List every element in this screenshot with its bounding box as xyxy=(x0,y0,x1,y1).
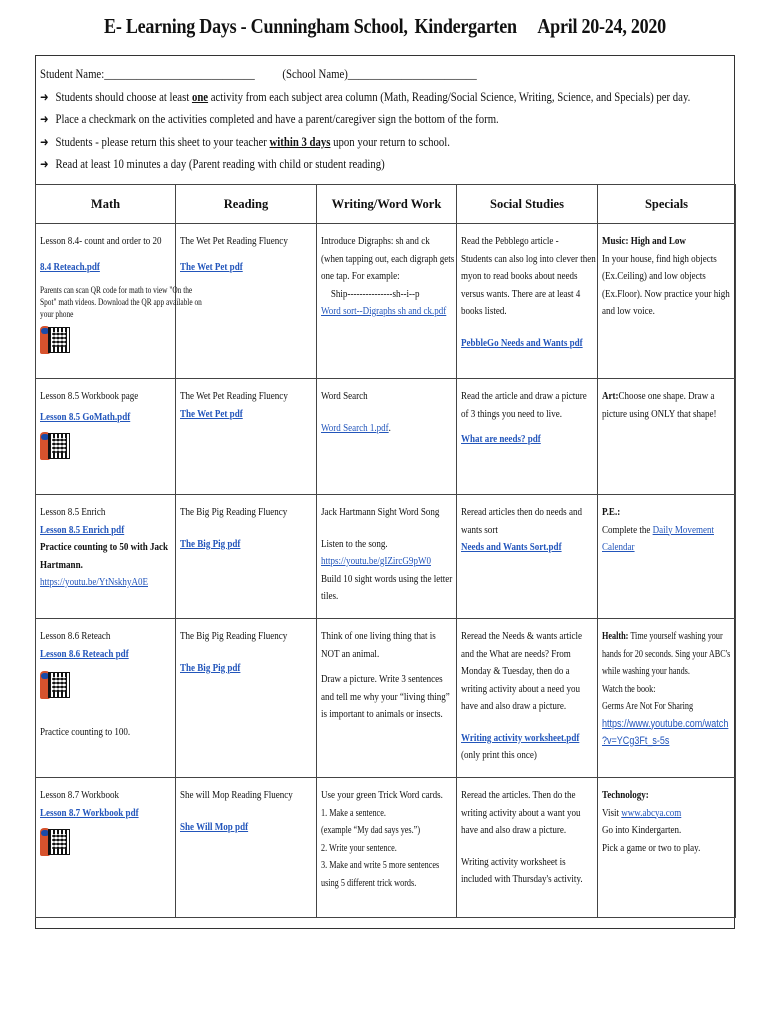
math-cell xyxy=(36,778,176,918)
qr-code-icon[interactable] xyxy=(40,669,68,699)
instruction-bullet xyxy=(40,86,728,109)
specials-heading: Health: xyxy=(602,631,629,642)
cell-text: included with Thursday's activity. xyxy=(461,873,583,885)
cell-text: Monday & Tuesday, then do a xyxy=(461,665,570,677)
cell-text: using 5 different trick words. xyxy=(321,877,417,889)
instruction-emphasis: one xyxy=(191,89,209,104)
cell-text: Reread the articles. Then do the xyxy=(461,789,576,801)
table-row xyxy=(36,379,736,495)
cell-text: Visit xyxy=(602,806,622,819)
cell-text: 3. Make and write 5 more sentences xyxy=(321,860,440,871)
cell-text: The Wet Pet Reading Fluency xyxy=(180,390,288,402)
arrow-icon: ➜ xyxy=(40,157,49,171)
student-name-field[interactable]: Student Name:____________________________ xyxy=(40,67,255,81)
math-cell xyxy=(36,379,176,495)
writing-cell xyxy=(317,619,457,778)
cell-text: 1. Make a sentence. xyxy=(321,807,386,819)
column-header-social-studies: Social Studies xyxy=(457,185,598,224)
social-studies-link[interactable]: Needs and Wants Sort.pdf xyxy=(461,541,562,553)
cell-text: Practice counting to 50 with Jack xyxy=(40,541,169,553)
writing-cell xyxy=(317,495,457,619)
reading-cell xyxy=(176,778,317,918)
cell-text: writing activity about a need you xyxy=(461,682,580,695)
cell-text: Reread the Needs & wants article xyxy=(461,630,582,642)
cell-text: Read the article and draw a picture xyxy=(461,390,587,402)
specials-cell xyxy=(598,379,736,495)
cell-text: Students can also log into clever then xyxy=(461,252,596,265)
writing-video-link[interactable]: https://youtu.be/gIZircG9pW0 xyxy=(321,555,431,567)
writing-cell xyxy=(317,379,457,495)
cell-text: picture using ONLY that shape! xyxy=(602,407,717,420)
math-cell xyxy=(36,619,176,778)
youtube-link-continued[interactable]: ?v=YCg3Ft_s-5s xyxy=(602,735,670,747)
social-studies-cell xyxy=(457,778,598,918)
cell-text: and low voice. xyxy=(602,305,655,317)
cell-text: Jack Hartmann Sight Word Song xyxy=(321,506,440,518)
cell-text: Complete the xyxy=(602,523,653,536)
cell-text: Pick a game or two to play. xyxy=(602,841,701,854)
reading-cell xyxy=(176,619,317,778)
reading-cell xyxy=(176,379,317,495)
cell-text: Go into Kindergarten. xyxy=(602,824,682,836)
cell-text: one tap. For example: xyxy=(321,270,400,282)
arrow-icon: ➜ xyxy=(40,89,49,104)
cell-text: Think of one living thing that is xyxy=(321,630,436,642)
writing-cell xyxy=(317,778,457,918)
specials-cell xyxy=(598,778,736,918)
column-header-reading: Reading xyxy=(176,185,317,224)
cell-text: Word Search xyxy=(321,390,368,402)
instructions xyxy=(40,63,730,176)
cell-text: Read the Pebblego article - xyxy=(461,235,559,247)
cell-text: books listed. xyxy=(461,305,507,317)
school-name-field[interactable]: (School Name)________________________ xyxy=(282,67,477,81)
reading-link[interactable]: The Wet Pet pdf xyxy=(180,407,243,420)
cell-text: Writing activity worksheet is xyxy=(461,855,566,868)
specials-cell xyxy=(598,619,736,778)
youtube-link[interactable]: https://www.youtube.com/watch xyxy=(602,717,729,730)
reading-link[interactable]: The Wet Pet pdf xyxy=(180,260,243,273)
math-link[interactable]: Lesson 8.5 GoMath.pdf xyxy=(40,410,131,423)
title-school: E- Learning Days - Cunningham School, xyxy=(104,14,408,38)
cell-text: Lesson 8.6 Reteach xyxy=(40,630,111,642)
writing-cell xyxy=(317,224,457,379)
cell-text: Ship---------------sh--i--p xyxy=(330,287,420,300)
column-header-math: Math xyxy=(36,185,176,224)
cell-text: Choose one shape. Draw a xyxy=(618,390,715,402)
instruction-text: Read at least 10 minutes a day (Parent reading with child or student reading) xyxy=(55,157,385,171)
math-link[interactable]: Lesson 8.5 Enrich pdf xyxy=(40,523,125,536)
specials-heading: Art: xyxy=(602,390,619,402)
cell-text: Listen to the song. xyxy=(321,537,388,550)
instruction-text: Students - please return this sheet to your teacher xyxy=(55,134,270,149)
cell-text: Reread articles then do needs and xyxy=(461,506,582,518)
cell-text: (example “My dad says yes.”) xyxy=(321,825,421,836)
social-studies-link[interactable]: Writing activity worksheet.pdf xyxy=(461,731,580,744)
instruction-text: upon your return to school. xyxy=(330,134,450,149)
cell-note: Parents can scan QR code for math to view "On the xyxy=(40,285,193,295)
daily-movement-link[interactable]: Daily Movement xyxy=(652,523,714,536)
cell-text: (Ex.Floor). Now practice your high xyxy=(602,287,730,300)
name-line xyxy=(40,63,728,86)
cell-text: Lesson 8.5 Workbook page xyxy=(40,390,139,402)
cell-text: hands for 20 seconds. Sing your ABC's xyxy=(602,648,731,660)
social-studies-cell xyxy=(457,495,598,619)
math-video-link[interactable]: https://youtu.be/YtNskhyA0E xyxy=(40,576,148,588)
cell-text: Lesson 8.7 Workbook xyxy=(40,789,120,801)
reading-link[interactable]: The Big Pig pdf xyxy=(180,537,241,550)
instruction-text: Students should choose at least xyxy=(55,89,192,104)
cell-text: Time yourself washing your xyxy=(628,631,723,642)
cell-text: (only print this once) xyxy=(461,749,537,761)
arrow-icon: ➜ xyxy=(40,134,49,149)
specials-cell xyxy=(598,495,736,619)
page-title xyxy=(54,14,716,39)
cell-text: The Wet Pet Reading Fluency xyxy=(180,235,288,247)
cell-text: and the What are needs? From xyxy=(461,647,571,660)
cell-text: while washing your hands. xyxy=(602,666,690,677)
math-link[interactable]: Lesson 8.7 Workbook pdf xyxy=(40,806,139,819)
math-cell xyxy=(36,495,176,619)
instruction-text: Place a checkmark on the activities completed and have a parent/caregiver sign the bottom of the form. xyxy=(55,112,499,126)
cell-text: Practice counting to 100. xyxy=(40,725,131,738)
specials-heading: Technology: xyxy=(602,789,649,801)
cell-text: tiles. xyxy=(321,590,339,602)
cell-text: Lesson 8.4- count and order to 20 xyxy=(40,235,162,247)
activity-table xyxy=(35,184,736,918)
cell-note: Spot" math videos. Download the QR app available on xyxy=(40,297,202,307)
cell-text: have and also draw a picture. xyxy=(461,700,567,712)
cell-text: Draw a picture. Write 3 sentences xyxy=(321,673,443,685)
cell-text: have and also draw a picture. xyxy=(461,824,567,836)
table-row xyxy=(36,619,736,778)
cell-text: NOT an animal. xyxy=(321,647,380,660)
abcya-link[interactable]: www.abcya.com xyxy=(621,806,682,819)
cell-text: Hartmann. xyxy=(40,558,83,571)
cell-text: writing activity about a want you xyxy=(461,806,581,819)
table-row xyxy=(36,778,736,918)
cell-text: wants sort xyxy=(461,523,498,536)
title-dates: April 20-24, 2020 xyxy=(537,14,666,38)
table-row xyxy=(36,224,736,379)
cell-text: and tell me why your “living thing” xyxy=(321,690,450,703)
writing-link[interactable]: Word sort--Digraphs sh and ck.pdf xyxy=(321,305,447,317)
cell-text: Lesson 8.5 Enrich xyxy=(40,506,106,518)
arrow-icon: ➜ xyxy=(40,112,49,126)
qr-code-icon[interactable] xyxy=(40,826,68,856)
math-link[interactable]: 8.4 Reteach.pdf xyxy=(40,260,100,273)
math-cell xyxy=(36,224,202,379)
cell-text: Introduce Digraphs: sh and ck xyxy=(321,235,430,247)
table-row xyxy=(36,495,736,619)
social-studies-cell xyxy=(457,224,598,379)
cell-text: versus wants. There are at least 4 xyxy=(461,287,581,300)
calendar-link[interactable]: Calendar xyxy=(602,541,635,553)
instruction-bullet xyxy=(40,108,728,131)
cell-text: Watch the book: xyxy=(602,683,656,695)
column-header-writing: Writing/Word Work xyxy=(317,185,457,224)
title-grade: Kindergarten xyxy=(414,14,517,38)
cell-text: . xyxy=(388,421,391,434)
specials-heading: Music: High and Low xyxy=(602,235,686,247)
social-studies-link[interactable]: PebbleGo Needs and Wants pdf xyxy=(461,336,583,349)
social-studies-link[interactable]: What are needs? pdf xyxy=(461,433,541,445)
qr-code-icon[interactable] xyxy=(40,324,68,354)
cell-text: Use your green Trick Word cards. xyxy=(321,789,443,801)
specials-cell xyxy=(598,224,736,379)
social-studies-cell xyxy=(457,619,598,778)
reading-link[interactable]: The Big Pig pdf xyxy=(180,661,241,674)
cell-text: She will Mop Reading Fluency xyxy=(180,789,293,801)
instruction-text: activity from each subject area column (Math, Reading/Social Science, Writing, Science, and Specials) per day. xyxy=(208,89,691,104)
cell-text: is important to animals or insects. xyxy=(321,708,443,720)
social-studies-cell xyxy=(457,379,598,495)
cell-text: In your house, find high objects xyxy=(602,252,717,265)
instruction-bullet xyxy=(40,153,728,176)
instruction-bullet xyxy=(40,131,728,154)
reading-cell xyxy=(176,495,317,619)
column-header-specials: Specials xyxy=(598,185,736,224)
cell-text: (Ex.Ceiling) and low objects xyxy=(602,270,706,282)
cell-text: (when tapping out, each digraph gets xyxy=(321,252,455,265)
writing-link[interactable]: Word Search 1.pdf xyxy=(321,421,389,434)
specials-heading: P.E.: xyxy=(602,506,621,518)
cell-note: your phone xyxy=(40,309,74,319)
reading-link[interactable]: She Will Mop pdf xyxy=(180,820,249,833)
cell-text: Build 10 sight words using the letter xyxy=(321,572,453,585)
table-header-row xyxy=(36,185,736,224)
cell-text: The Big Pig Reading Fluency xyxy=(180,630,288,642)
instruction-emphasis: within 3 days xyxy=(269,134,331,149)
cell-text: Germs Are Not For Sharing xyxy=(602,701,694,712)
cell-text: myon to read books about needs xyxy=(461,270,578,282)
math-link[interactable]: Lesson 8.6 Reteach pdf xyxy=(40,647,129,660)
cell-text: of 3 things you need to live. xyxy=(461,407,562,420)
qr-code-icon[interactable] xyxy=(40,430,68,460)
cell-text: The Big Pig Reading Fluency xyxy=(180,506,288,518)
cell-text: 2. Write your sentence. xyxy=(321,842,397,854)
